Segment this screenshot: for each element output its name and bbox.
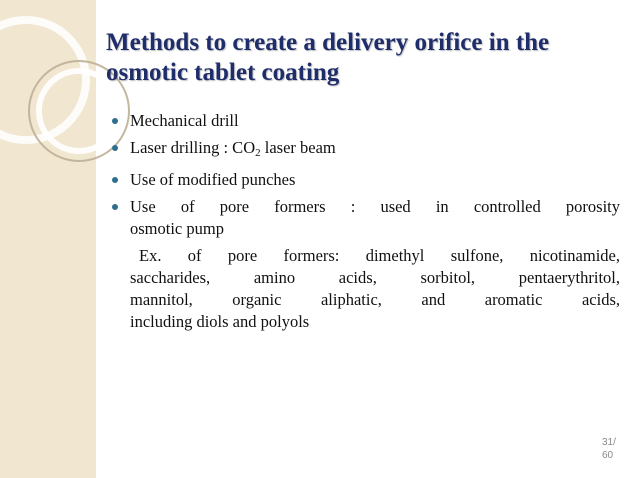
bullet-text: Mechanical drill [130, 111, 239, 130]
example-line: mannitol, organic aliphatic, and aromatic acids, [130, 290, 620, 309]
bullet-item [100, 110, 620, 132]
bullet-text: osmotic pump [130, 219, 224, 238]
bullet-icon [112, 118, 118, 124]
bullet-list [100, 110, 620, 240]
example-line: Ex. of pore formers: dimethyl sulfone, nicotinamide, [139, 246, 620, 265]
page-current: 31/ [602, 437, 616, 448]
bullet-item [100, 196, 620, 240]
slide-body [100, 110, 620, 333]
page-total: 60 [602, 450, 614, 461]
bullet-item [100, 137, 620, 164]
bullet-icon [112, 177, 118, 183]
bullet-icon [112, 145, 118, 151]
bullet-item [100, 169, 620, 191]
example-line: including diols and polyols [130, 312, 310, 331]
example-paragraph [130, 245, 620, 333]
slide-title: Methods to create a delivery orifice in the osmotic tablet coating [106, 29, 550, 86]
bullet-text: laser beam [260, 138, 336, 157]
bullet-text: Laser drilling : CO [130, 138, 256, 157]
subscript: 2 [255, 147, 261, 159]
example-line: saccharides, amino acids, sorbitol, pentaerythritol, [130, 268, 620, 287]
bullet-icon [112, 204, 118, 210]
bullet-text: Use of modified punches [130, 170, 296, 189]
page-number [602, 436, 628, 462]
bullet-text: Use of pore formers : used in controlled porosity [130, 197, 620, 216]
